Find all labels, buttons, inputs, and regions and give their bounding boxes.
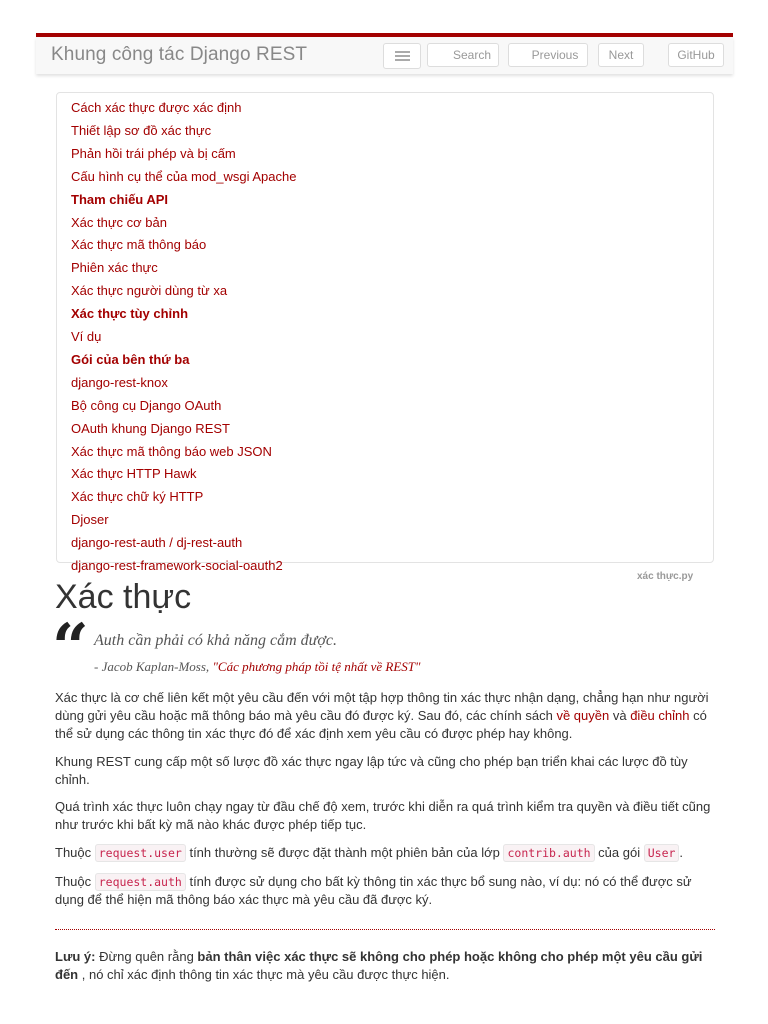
toc-link[interactable]: django-rest-auth / dj-rest-auth (71, 535, 243, 551)
toc-link[interactable]: Thiết lập sơ đồ xác thực (71, 122, 212, 138)
text: Xác thực là cơ chế liên kết một yêu cầu đến với một tập hợp thông tin xác thực nhận dạng, chẳng hạn như người dùng gửi yêu cầu hoặc mã thông báo mà yêu cầu đó được ký. Sau đó, các chính sách (55, 690, 709, 723)
toc-link[interactable]: Xác thực người dùng từ xa (71, 283, 228, 299)
text: tính thường sẽ được đặt thành một phiên bản của lớp (185, 845, 504, 860)
github-button[interactable] (668, 43, 724, 67)
toc-link[interactable]: Cấu hình cụ thể của mod_wsgi Apache (71, 168, 297, 184)
paragraph-order: Quá trình xác thực luôn chạy ngay từ đầu chế độ xem, trước khi diễn ra quá trình kiểm tra quyền và điều tiết cũng như trước khi bất kỳ mã nào khác được phép tiếp tục. (55, 799, 711, 832)
search-button[interactable] (427, 43, 499, 67)
text: tính được sử dụng cho bất kỳ thông tin xác thực bổ sung nào, ví dụ: nó có thể được sử dụng để thể hiện mã thông báo xác thực mà yêu cầu đã được ký. (55, 874, 692, 907)
toc-link[interactable]: Xác thực mã thông báo web JSON (71, 443, 272, 459)
quote-text: Auth cần phải có khả năng cắm được. (94, 632, 337, 649)
text: của gói (594, 845, 644, 860)
page-title: Xác thực (55, 578, 192, 616)
code-request-user: request.user (95, 844, 186, 862)
text: Thuộc (55, 874, 95, 889)
paragraph-request-user (55, 844, 715, 862)
quote-source-link[interactable]: "Các phương pháp tồi tệ nhất về REST" (212, 659, 421, 674)
text: . (679, 845, 684, 860)
note-label: Lưu ý: (55, 949, 96, 964)
text: và (609, 708, 631, 723)
divider (55, 929, 715, 930)
note-bold: bản thân việc xác thực sẽ không cho phép hoặc không cho phép một yêu cầu gửi đến (55, 949, 703, 982)
toc-link[interactable]: Djoser (71, 512, 109, 528)
text: Đừng quên rằng (95, 949, 198, 964)
toc-link[interactable]: Gói của bên thứ ba (71, 351, 190, 367)
brand-title[interactable]: Khung công tác Django REST (51, 44, 308, 65)
previous-label: Previous (531, 48, 579, 62)
toc-link[interactable]: Tham chiếu API (71, 191, 169, 207)
code-contrib-auth: contrib.auth (503, 844, 594, 862)
quote-citation (94, 659, 420, 675)
throttling-link[interactable]: điều chỉnh (630, 708, 690, 723)
paragraph-intro (55, 689, 715, 743)
toc-link[interactable]: Cách xác thực được xác định (71, 100, 242, 115)
hamburger-icon (395, 51, 410, 53)
table-of-contents (56, 92, 714, 573)
permissions-link[interactable]: về quyền (556, 708, 610, 723)
toc-link[interactable]: Xác thực mã thông báo (71, 237, 207, 253)
search-label: Search (452, 48, 492, 62)
toc-link[interactable]: Phản hồi trái phép và bị cấm (71, 145, 236, 161)
source-file-link[interactable]: xác thực.py (637, 571, 694, 582)
text: có thể sử dụng các thông tin xác thực đó để xác định xem yêu cầu có được phép hay không. (55, 708, 707, 741)
toc-link[interactable]: Bộ công cụ Django OAuth (71, 397, 222, 413)
note-paragraph (55, 948, 715, 984)
hamburger-icon (395, 59, 410, 61)
navbar (36, 37, 733, 74)
quote-mark-icon: “ (52, 610, 89, 685)
github-label: GitHub (677, 48, 715, 62)
hamburger-icon (395, 55, 410, 57)
toc-link[interactable]: Xác thực HTTP Hawk (71, 466, 197, 482)
paragraph-request-auth (55, 873, 715, 909)
toc-link[interactable]: Ví dụ (71, 329, 102, 344)
toc-link[interactable]: django-rest-knox (71, 374, 168, 390)
next-button[interactable] (598, 43, 644, 67)
previous-button[interactable] (508, 43, 588, 67)
text: Thuộc (55, 845, 95, 860)
next-label: Next (608, 48, 634, 62)
paragraph-schemes: Khung REST cung cấp một số lược đồ xác thực ngay lập tức và cũng cho phép bạn triển khai các lược đồ tùy chỉnh. (55, 754, 688, 787)
toc-link[interactable]: Xác thực tùy chỉnh (71, 306, 189, 322)
toc-link[interactable]: Xác thực chữ ký HTTP (71, 489, 204, 505)
text: , nó chỉ xác định thông tin xác thực mà yêu cầu được thực hiện. (78, 967, 450, 982)
toc-link[interactable]: Phiên xác thực (71, 260, 158, 276)
code-request-auth: request.auth (95, 873, 186, 891)
menu-toggle-button[interactable] (383, 43, 421, 69)
toc-link[interactable]: Xác thực cơ bản (71, 214, 167, 230)
quote-author: - Jacob Kaplan-Moss, (94, 659, 213, 674)
code-user: User (644, 844, 680, 862)
toc-link[interactable]: django-rest-framework-social-oauth2 (71, 558, 283, 573)
toc-link[interactable]: OAuth khung Django REST (71, 420, 230, 436)
